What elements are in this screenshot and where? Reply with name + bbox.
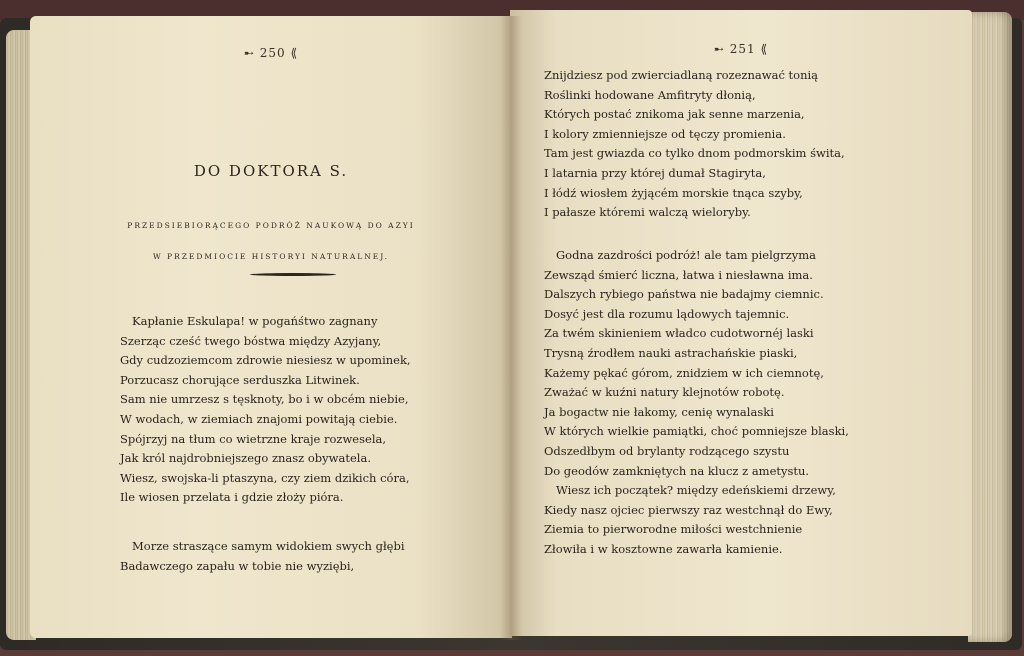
left-stanza-1 [120, 312, 411, 508]
verse-line: Spójrzyj na tłum co wietrzne kraje rozwesela, [120, 431, 387, 446]
poem-subtitle-line2: W PRZEDMIOCIE HISTORYI NATURALNEJ. [152, 252, 390, 261]
page-number-right [510, 42, 972, 56]
verse-line: I kolory zmienniejsze od tęczy promienia. [544, 126, 786, 141]
page-edges-right [968, 12, 1012, 642]
verse-line: Których postać znikoma jak senne marzenia, [544, 107, 805, 122]
verse-line: I łódź wiosłem żyjącém morskie tnąca szyby, [544, 185, 803, 200]
verse-line: Za twém skinieniem władco cudotwornéj laski [544, 326, 814, 341]
verse-line: Godna zazdrości podróż! ale tam pielgrzyma [556, 248, 816, 262]
right-stanza-1 [544, 66, 845, 223]
poem-subtitle-line1: PRZEDSIEBIORĄCEGO PODRÓŻ NAUKOWĄ DO AZYI [127, 221, 415, 230]
verse-line: Tam jest gwiazda co tylko dnom podmorskim świta, [544, 146, 845, 161]
verse-line: Ile wiosen przelata i gdzie złoży pióra. [120, 490, 344, 505]
verse-line: Ja bogactw nie łakomy, cenię wynalaski [544, 404, 774, 419]
verse-line: Odszedłbym od brylanty rodzącego szystu [544, 443, 790, 458]
right-stanza-2 [544, 246, 849, 560]
verse-line: Dosyć jest dla rozumu lądowych tajemnic. [544, 306, 790, 321]
verse-line: Szerząc cześć twego bóstwa między Azyjany, [120, 333, 382, 348]
verse-line: Kapłanie Eskulapa! w pogańśtwo zagnany [132, 314, 378, 328]
verse-line: Sam nie umrzesz s tęsknoty, bo i w obcém niebie, [120, 392, 409, 407]
poem-title: DO DOKTORA S. [193, 162, 349, 180]
ornament-right-icon: ⟪ [760, 42, 769, 56]
verse-line: Zewsząd śmierć liczna, łatwa i niesławna ima. [544, 267, 813, 282]
verse-line: W wodach, w ziemiach znajomi powitają ciebie. [120, 411, 398, 426]
verse-line: Ziemia to pierworodne miłości westchnienie [544, 522, 803, 537]
verse-line: Porzucasz chorujące serduszka Litwinek. [120, 372, 360, 387]
verse-line: Morze straszące samym widokiem swych głębi [132, 539, 405, 553]
verse-line: Gdy cudzoziemcom zdrowie niesiesz w upominek, [120, 353, 411, 368]
verse-line: Znijdziesz pod zwierciadlaną rozeznawać tonią [544, 68, 819, 82]
page-number-text: 251 [729, 42, 756, 56]
verse-line: Jak król najdrobniejszego znasz obywatela. [120, 451, 371, 466]
verse-line: Kiedy nasz ojciec pierwszy raz westchnął do Ewy, [544, 502, 833, 517]
verse-line: Wiesz ich początek? między edeńskiemi drzewy, [556, 483, 836, 498]
verse-line: Trysną źrodłem nauki astrachańskie piaski, [544, 345, 798, 360]
verse-line: I pałasze któremi walczą wieloryby. [544, 205, 751, 220]
verse-line: Do geodów zamkniętych na klucz z ametystu. [544, 463, 810, 478]
decorative-rule [250, 273, 336, 276]
left-stanza-2 [120, 537, 405, 576]
ornament-right-icon: ⟪ [290, 46, 299, 60]
ornament-left-icon: ➸ [713, 42, 725, 56]
verse-line: I latarnia przy której dumał Stagiryta, [544, 165, 766, 180]
verse-line: Zważać w kuźni natury klejnotów robotę. [544, 385, 785, 400]
book-gutter [500, 16, 522, 640]
left-page [30, 16, 512, 638]
verse-line: Złowiła i w kosztowne zawarła kamienie. [544, 541, 783, 556]
ornament-left-icon: ➸ [243, 46, 255, 60]
verse-line: Roślinki hodowane Amfitryty dłonią, [544, 87, 756, 102]
verse-line: Każemy pękać górom, znidziem w ich ciemnotę, [544, 365, 824, 380]
verse-line: Dalszych rybiego państwa nie badajmy ciemnic. [544, 287, 824, 302]
right-page [510, 10, 972, 636]
verse-line: Wiesz, swojska-li ptaszyna, czy ziem dzikich córa, [120, 470, 410, 485]
page-number-text: 250 [259, 46, 286, 60]
verse-line: W których wielkie pamiątki, choć pomniejsze blaski, [544, 424, 849, 439]
page-number-left [30, 46, 512, 60]
verse-line: Badawczego zapału w tobie nie wyziębi, [120, 558, 355, 573]
